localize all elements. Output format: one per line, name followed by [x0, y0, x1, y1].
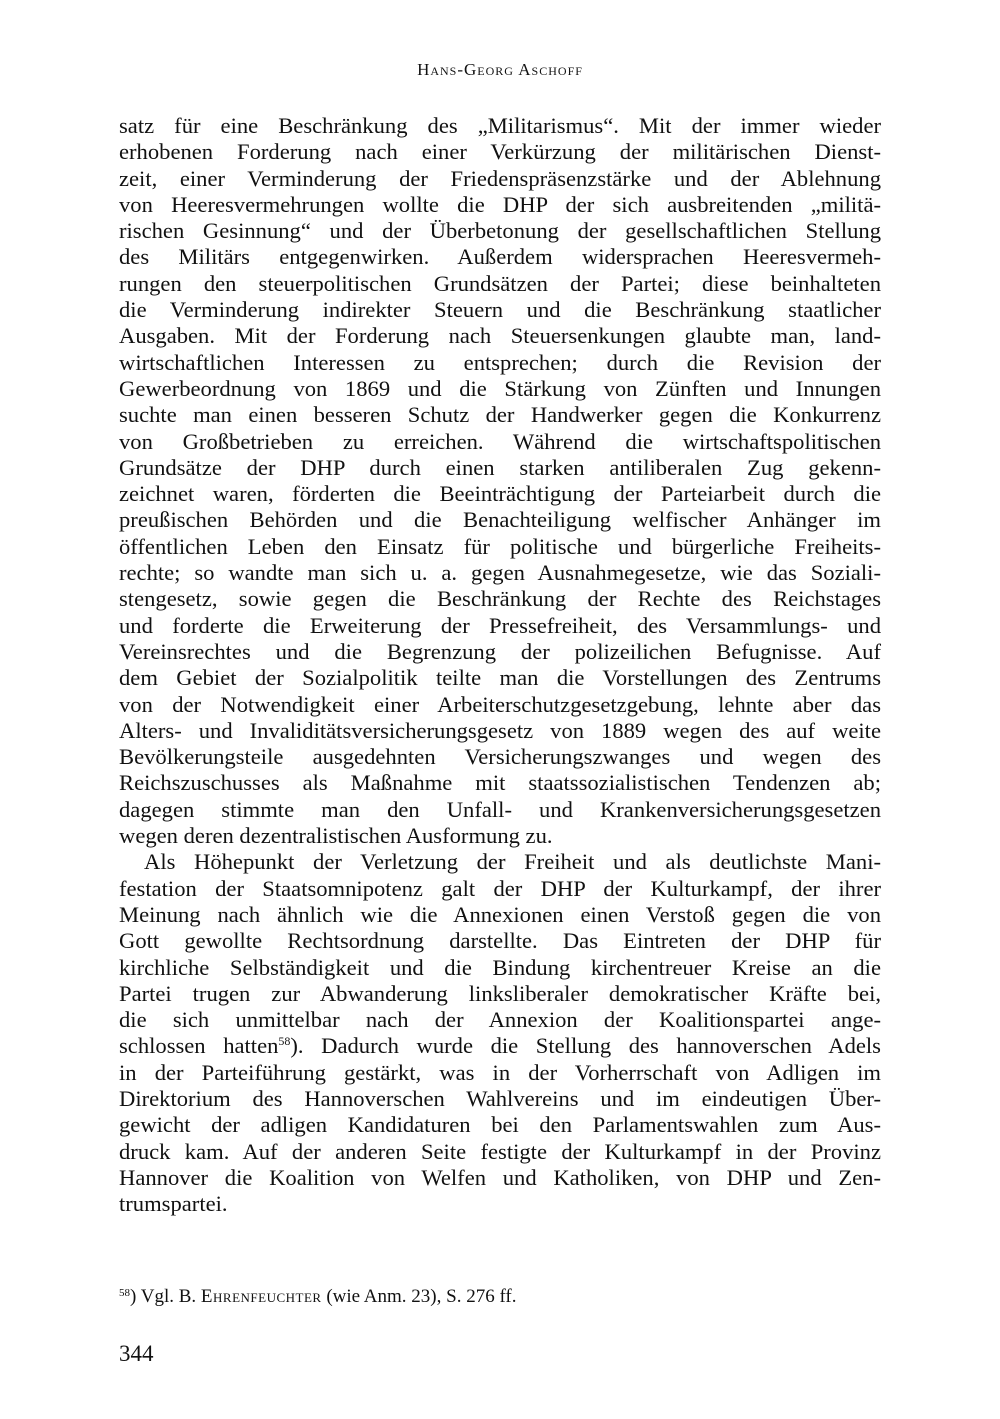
footnote-author: Ehrenfeuchter: [200, 1286, 322, 1307]
text-line: erhobenen Forderung nach einer Verkürzung der militärischen Dienst-: [119, 139, 881, 165]
text-line: Hannover die Koalition von Welfen und Katholiken, von DHP und Zen-: [119, 1164, 881, 1190]
text-line: öffentlichen Leben den Einsatz für politische und bürgerliche Freiheits-: [119, 533, 881, 559]
text-line: Vereinsrechtes und die Begrenzung der polizeilichen Befugnisse. Auf: [119, 638, 881, 664]
text-line: des Militärs entgegenwirken. Außerdem widersprachen Heeresvermeh-: [119, 244, 881, 270]
footnote: [119, 1286, 517, 1308]
body-text: [119, 113, 881, 1217]
text-line: die sich unmittelbar nach der Annexion der Koalitionspartei ange-: [119, 1007, 881, 1033]
text-line: Alters- und Invaliditätsversicherungsgesetz von 1889 wegen des auf weite: [119, 717, 881, 743]
text-line: preußischen Behörden und die Benachteiligung welfischer Anhänger im: [119, 507, 881, 533]
text-line: stengesetz, sowie gegen die Beschränkung der Rechte des Reichstages: [119, 586, 881, 612]
text-line: Bevölkerungsteile ausgedehnten Versicherungszwanges und wegen des: [119, 744, 881, 770]
text-line-with-footnote-ref: [119, 1033, 881, 1059]
footnote-prefix: ) Vgl. B.: [130, 1286, 201, 1307]
text-line: gewicht der adligen Kandidaturen bei den Parlamentswahlen zum Aus-: [119, 1112, 881, 1138]
text-line: Reichszuschusses als Maßnahme mit staatssozialistischen Tendenzen ab;: [119, 770, 881, 796]
text-line: Grundsätze der DHP durch einen starken antiliberalen Zug gekenn-: [119, 454, 881, 480]
text-line: festation der Staatsomnipotenz galt der DHP der Kulturkampf, der ihrer: [119, 875, 881, 901]
text-line: zeichnet waren, förderten die Beeinträchtigung der Parteiarbeit durch die: [119, 481, 881, 507]
footnote-reference[interactable]: 58: [278, 1034, 291, 1049]
text-line: wegen deren dezentralistischen Ausformung zu.: [119, 823, 553, 849]
paragraph-2: [119, 849, 881, 1217]
text-line: dem Gebiet der Sozialpolitik teilte man die Vorstellungen des Zentrums: [119, 665, 881, 691]
text-line: druck kam. Auf der anderen Seite festigte der Kulturkampf in der Provinz: [119, 1138, 881, 1164]
text-line: in der Parteiführung gestärkt, was in der Vorherrschaft von Adligen im: [119, 1059, 881, 1085]
text-line: von Großbetrieben zu erreichen. Während die wirtschaftspolitischen: [119, 428, 881, 454]
text-line: satz für eine Beschränkung des „Militarismus“. Mit der immer wieder: [119, 113, 881, 138]
text-line: rischen Gesinnung“ und der Überbetonung der gesellschaftlichen Stellung: [119, 218, 881, 244]
line-text: schlossen hatten: [119, 1033, 279, 1059]
text-line: Als Höhepunkt der Verletzung der Freiheit und als deutlichste Mani-: [144, 849, 881, 875]
text-line: wirtschaftlichen Interessen zu entsprechen; durch die Revision der: [119, 349, 881, 375]
paragraph-1: [119, 113, 881, 849]
line-text: ). Dadurch wurde die Stellung des hannoverschen Adels: [290, 1033, 881, 1059]
text-line: Direktorium des Hannoverschen Wahlvereins und im eindeutigen Über-: [119, 1085, 881, 1111]
text-line: von Heeresvermehrungen wollte die DHP der sich ausbreitenden „militä-: [119, 191, 881, 217]
text-line: Partei trugen zur Abwanderung linksliberaler demokratischer Kräfte bei,: [119, 980, 881, 1006]
text-line: die Verminderung indirekter Steuern und die Beschränkung staatlicher: [119, 297, 881, 323]
text-line: rechte; so wandte man sich u. a. gegen Ausnahmegesetze, wie das Soziali-: [119, 560, 881, 586]
text-line: suchte man einen besseren Schutz der Handwerker gegen die Konkurrenz: [119, 402, 881, 428]
text-line: Meinung nach ähnlich wie die Annexionen einen Verstoß gegen die von: [119, 901, 881, 927]
text-line: kirchliche Selbständigkeit und die Bindung kirchentreuer Kreise an die: [119, 954, 881, 980]
text-line: Ausgaben. Mit der Forderung nach Steuersenkungen glaubte man, land-: [119, 323, 881, 349]
text-line: von der Notwendigkeit einer Arbeiterschutzgesetzgebung, lehnte aber das: [119, 691, 881, 717]
text-line: und forderte die Erweiterung der Pressefreiheit, des Versammlungs- und: [119, 612, 881, 638]
page-number: 344: [119, 1341, 154, 1366]
text-line: dagegen stimmte man den Unfall- und Krankenversicherungsgesetzen: [119, 796, 881, 822]
text-line: rungen den steuerpolitischen Grundsätzen der Partei; diese beinhalteten: [119, 270, 881, 296]
footnote-suffix: (wie Anm. 23), S. 276 ff.: [321, 1286, 517, 1307]
text-line: Gewerbeordnung von 1869 und die Stärkung von Zünften und Innungen: [119, 375, 881, 401]
text-line: trumspartei.: [119, 1191, 228, 1217]
footnote-marker: 58: [119, 1287, 130, 1299]
running-head: Hans-Georg Aschoff: [417, 60, 583, 79]
text-line: zeit, einer Verminderung der Friedenspräsenzstärke und der Ablehnung: [119, 165, 881, 191]
text-line: Gott gewollte Rechtsordnung darstellte. Das Eintreten der DHP für: [119, 928, 881, 954]
